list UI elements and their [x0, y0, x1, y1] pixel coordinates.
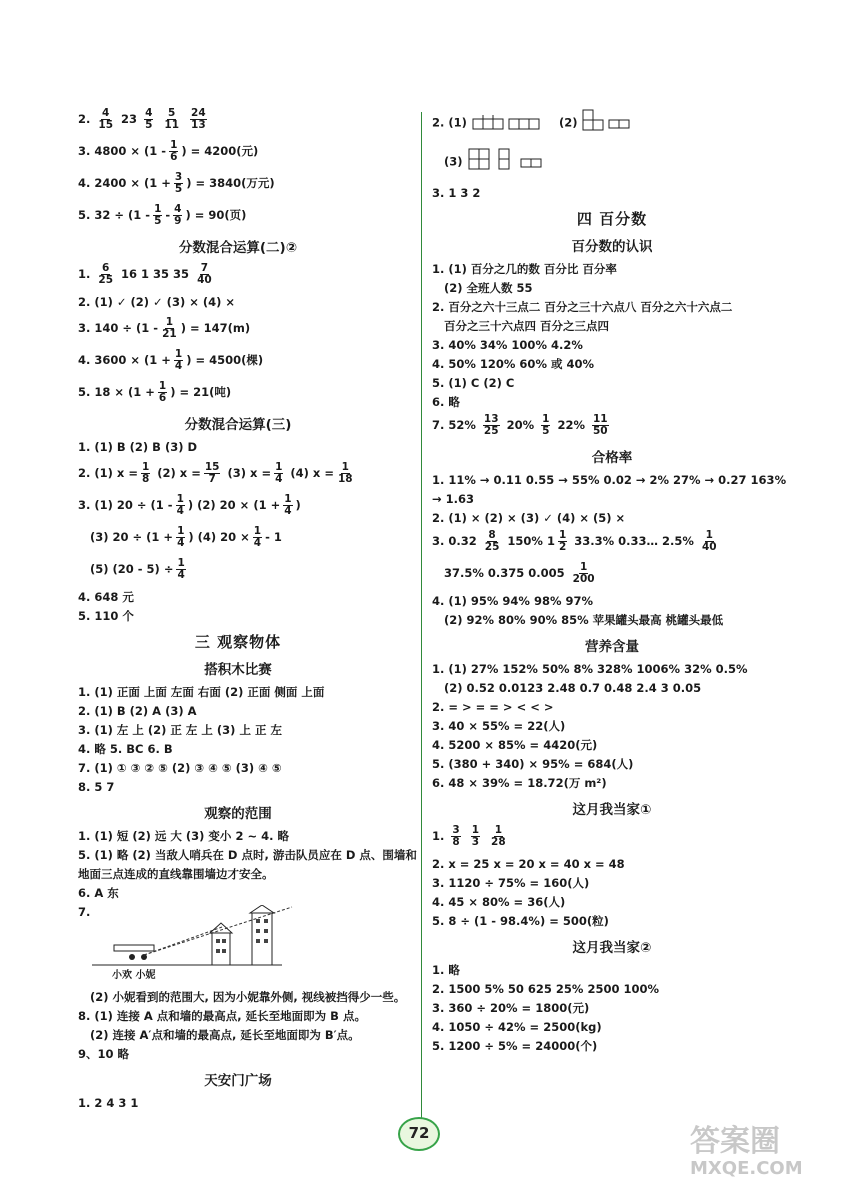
- answer-line: 3. 360 ÷ 20% = 1800(元): [432, 1001, 590, 1015]
- left-column: [78, 107, 417, 1118]
- section-heading: 搭积木比赛: [204, 662, 272, 678]
- right-column: [432, 108, 792, 1058]
- section-heading: 营养含量: [585, 639, 639, 655]
- answer-line: 百分之三十六点四 百分之三点四: [444, 319, 610, 333]
- answer-line: 1. 略: [432, 963, 460, 977]
- answer-line: (2) 92% 80% 90% 85% 苹果罐头最高 桃罐头最低: [444, 613, 724, 627]
- answer-line: 7. (1) ① ③ ② ⑤ (2) ③ ④ ⑤ (3) ④ ⑤: [78, 761, 282, 775]
- answer-line: 9、10 略: [78, 1047, 130, 1061]
- section-heading: 百分数的认识: [571, 239, 653, 255]
- answer-line: 37.5% 0.375 0.005 $\frac{1}{200}$: [444, 561, 595, 585]
- answer-line: 2. (1) (2): [432, 108, 792, 138]
- answer-line: (5) (20 - 5) ÷ $\frac{1}{4}$: [90, 557, 185, 581]
- section-heading: 分数混合运算(三): [184, 417, 292, 433]
- answer-line: 3. 1 3 2: [432, 186, 481, 200]
- answer-line: 1. (1) B (2) B (3) D: [78, 440, 198, 454]
- answer-line: 5. (1) C (2) C: [432, 376, 515, 390]
- answer-line: 4. 50% 120% 60% 或 40%: [432, 357, 594, 371]
- answer-line: 1. $\frac{6}{25}$ 16 1 35 35 $\frac{7}{40}$: [78, 262, 212, 286]
- column-divider: [421, 112, 422, 1122]
- answer-line: 3. 0.32 $\frac{8}{25}$ 150% 1 $\frac{1}{2}$ 33.3% 0.33… 2.5% $\frac{1}{40}$: [432, 529, 717, 553]
- answer-line: 6. A 东: [78, 886, 119, 900]
- block-view-icon: [471, 115, 541, 131]
- answer-line: 2. (1) B (2) A (3) A: [78, 704, 197, 718]
- answer-line: 3. 40 × 55% = 22(人): [432, 719, 566, 733]
- answer-line: 5. 110 个: [78, 609, 134, 623]
- answer-line: 5. 18 × (1 + $\frac{1}{6}$ ) = 21(吨): [78, 380, 232, 404]
- answer-line: 3. (1) 20 ÷ (1 - $\frac{1}{4}$ ) (2) 20 × (1 + $\frac{1}{4}$ ): [78, 493, 301, 517]
- answer-line: 1. (1) 27% 152% 50% 8% 328% 1006% 32% 0.5%: [432, 662, 748, 676]
- answer-line: 6. 略: [432, 395, 460, 409]
- answer-line: 5. (380 + 340) × 95% = 684(人): [432, 757, 634, 771]
- answer-line: 2. (1) × (2) × (3) ✓ (4) × (5) ×: [432, 511, 626, 525]
- answer-line: 3. 40% 34% 100% 4.2%: [432, 338, 583, 352]
- answer-line: 2. (1) ✓ (2) ✓ (3) × (4) ×: [78, 295, 235, 309]
- answer-line: (2) 0.52 0.0123 2.48 0.7 0.48 2.4 3 0.05: [444, 681, 702, 695]
- answer-line: 4. 3600 × (1 + $\frac{1}{4}$ ) = 4500(棵): [78, 348, 264, 372]
- answer-line: 1. (1) 百分之几的数 百分比 百分率: [432, 262, 617, 276]
- section-heading: 这月我当家②: [572, 940, 652, 956]
- diagram-caption: 小欢 小妮: [112, 970, 156, 981]
- section-heading: 分数混合运算(二)②: [178, 240, 298, 256]
- answer-line: 1. (1) 正面 上面 左面 右面 (2) 正面 侧面 上面: [78, 685, 325, 699]
- answer-line: 3. 140 ÷ (1 - $\frac{1}{21}$ ) = 147(m): [78, 316, 251, 340]
- answer-line: 2. 1500 5% 50 625 25% 2500 100%: [432, 982, 659, 996]
- answer-line: 2. 百分之六十三点二 百分之三十六点八 百分之六十六点二: [432, 300, 733, 314]
- answer-line: → 1.63: [432, 492, 475, 506]
- answer-line: 3. (1) 左 上 (2) 正 左 上 (3) 上 正 左: [78, 723, 282, 737]
- answer-line: 2. $\frac{4}{15}$ 23 $\frac{4}{5}$ $\frac{5}{11}$ $\frac{24}{13}$: [78, 107, 206, 131]
- answer-line: 6. 48 × 39% = 18.72(万 m²): [432, 776, 607, 790]
- answer-line: 1. $\frac{3}{8}$ $\frac{1}{3}$ $\frac{1}{28}$: [432, 824, 506, 848]
- answer-line: (3) 20 ÷ (1 + $\frac{1}{4}$ ) (4) 20 × $\frac{1}{4}$ - 1: [90, 525, 282, 549]
- section-heading: 天安门广场: [204, 1073, 272, 1089]
- answer-line: 8. (1) 连接 A 点和墙的最高点, 延长至地面即为 B 点。: [78, 1009, 366, 1023]
- answer-line: 4. 45 × 80% = 36(人): [432, 895, 566, 909]
- answer-line: (2) 全班人数 55: [444, 281, 533, 295]
- chapter-heading: 四 百分数: [576, 210, 648, 228]
- answer-line: 1. 11% → 0.11 0.55 → 55% 0.02 → 2% 27% → 0.27 163%: [432, 473, 787, 487]
- answer-line: 4. 648 元: [78, 590, 134, 604]
- answer-line: 2. = > = = > < < >: [432, 700, 554, 714]
- answer-line: 1. (1) 短 (2) 远 大 (3) 变小 2 ~ 4. 略: [78, 829, 289, 843]
- answer-line: 4. (1) 95% 94% 98% 97%: [432, 594, 594, 608]
- answer-line: 3. 4800 × (1 - $\frac{1}{6}$ ) = 4200(元): [78, 139, 259, 163]
- page-number: 72: [398, 1117, 438, 1157]
- answer-line: 3. 1120 ÷ 75% = 160(人): [432, 876, 590, 890]
- answer-line: 5. 1200 ÷ 5% = 24000(个): [432, 1039, 598, 1053]
- answer-line: 2. (1) x = $\frac{1}{8}$ (2) x = $\frac{15}{7}$ (3) x = $\frac{1}{4}$ (4) x = $\frac{1}{18}$: [78, 461, 353, 485]
- block-view-icon: [581, 108, 631, 138]
- answer-line: 4. 5200 × 85% = 4420(元): [432, 738, 598, 752]
- answer-line: 4. 2400 × (1 + $\frac{3}{5}$ ) = 3840(万元): [78, 171, 275, 195]
- watermark: 答案圈 MXQE.COM: [690, 1124, 803, 1179]
- block-view-icon: [467, 147, 557, 177]
- answer-line: 2. x = 25 x = 20 x = 40 x = 48: [432, 857, 625, 871]
- answer-line: (3): [432, 147, 792, 177]
- answer-line: 1. 2 4 3 1: [78, 1096, 139, 1110]
- section-heading: 合格率: [591, 450, 633, 466]
- chapter-heading: 三 观察物体: [194, 633, 282, 651]
- answer-line: 8. 5 7: [78, 780, 115, 794]
- answer-line: 7. 52% $\frac{13}{25}$ 20% $\frac{1}{5}$ 22% $\frac{11}{50}$: [432, 413, 608, 437]
- answer-line: (2) 连接 A′点和墙的最高点, 延长至地面即为 B′点。: [90, 1028, 360, 1042]
- answer-line: 5. (1) 略 (2) 当敌人哨兵在 D 点时, 游击队员应在 D 点、围墙和: [78, 848, 417, 862]
- diagram-answer: 7. 小欢 小妮: [78, 905, 398, 985]
- section-heading: 这月我当家①: [572, 802, 652, 818]
- answer-line: 4. 略 5. BC 6. B: [78, 742, 173, 756]
- answer-line: 4. 1050 ÷ 42% = 2500(kg): [432, 1020, 602, 1034]
- answer-line: (2) 小妮看到的范围大, 因为小妮靠外侧, 视线被挡得少一些。: [90, 990, 406, 1004]
- answer-line: 地面三点连成的直线靠围墙边才安全。: [78, 867, 274, 881]
- answer-line: 5. 8 ÷ (1 - 98.4%) = 500(粒): [432, 914, 609, 928]
- section-heading: 观察的范围: [204, 806, 272, 822]
- answer-line: 5. 32 ÷ (1 - $\frac{1}{5}$ - $\frac{4}{9}$ ) = 90(页): [78, 203, 247, 227]
